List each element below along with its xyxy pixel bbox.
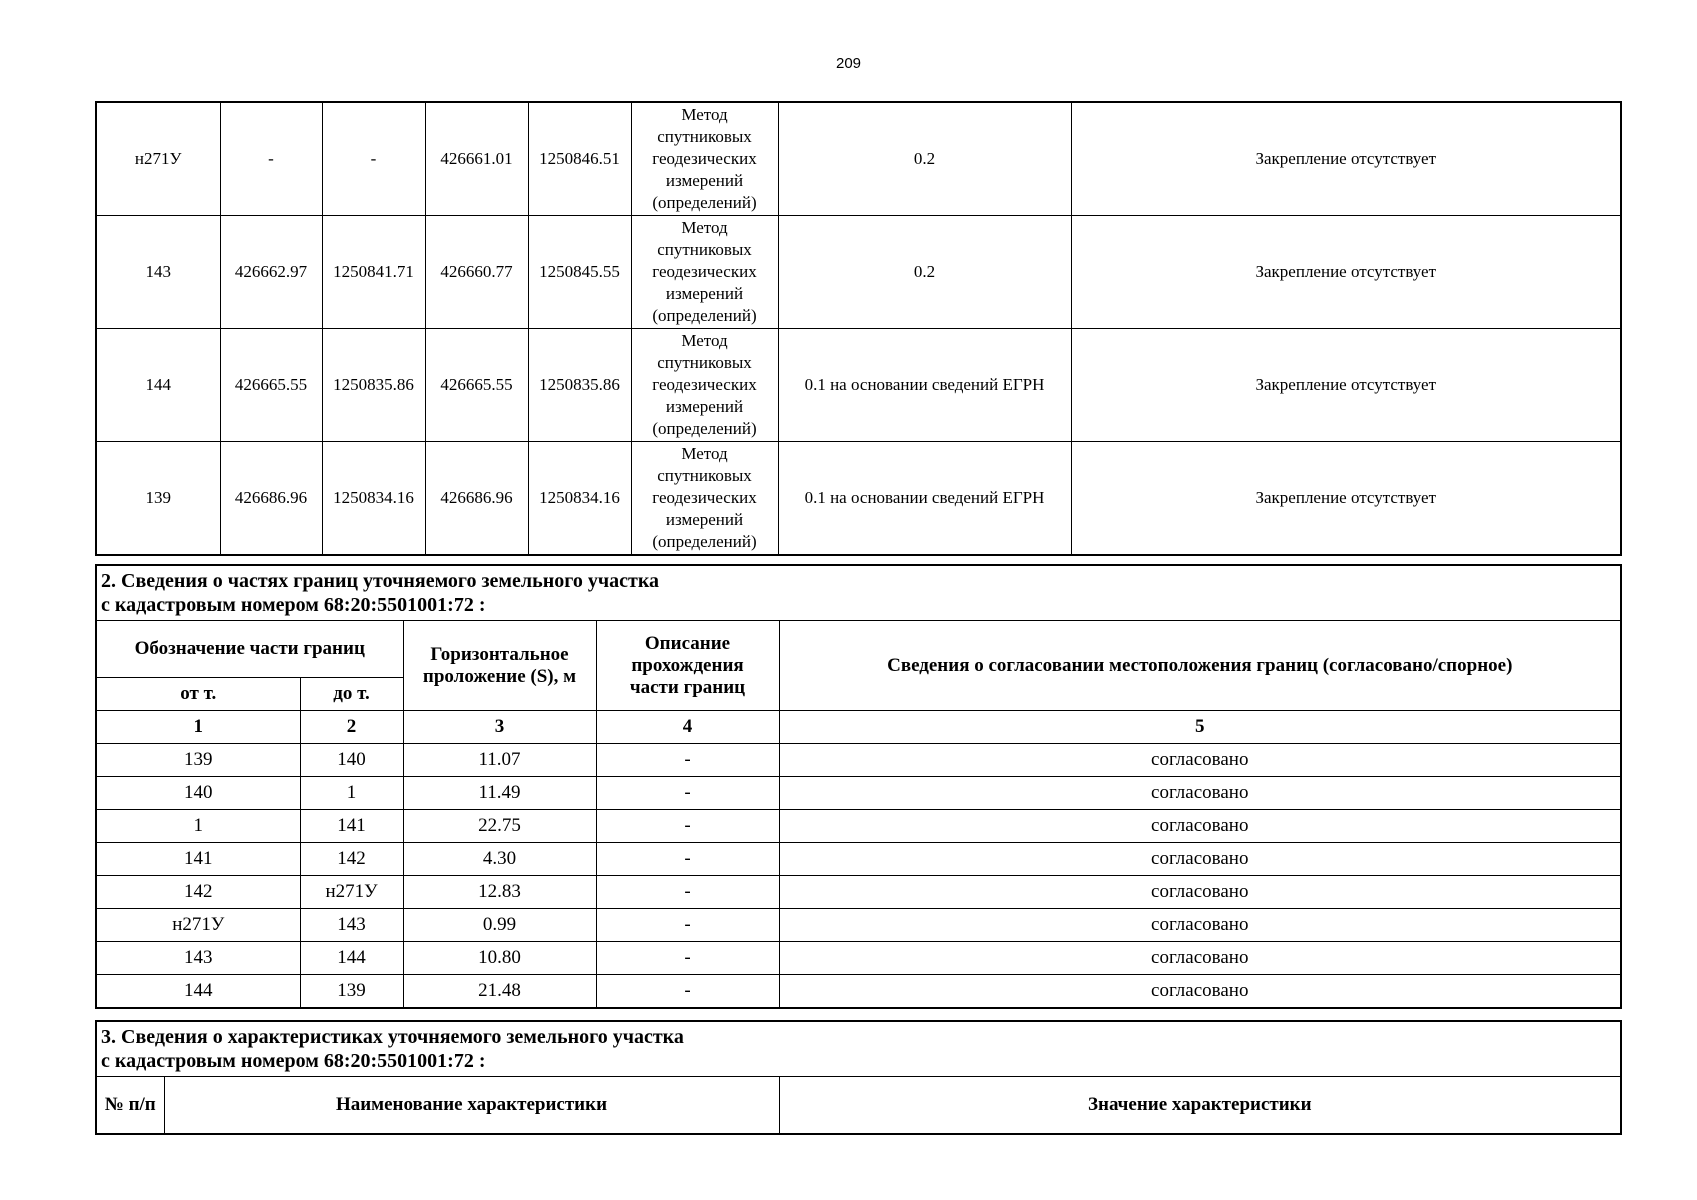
horizontal-distance-cell: 11.49 <box>403 777 596 810</box>
section2-title-line2: с кадастровым номером 68:20:5501001:72 : <box>101 594 486 616</box>
section3-title-line2: с кадастровым номером 68:20:5501001:72 : <box>101 1050 486 1072</box>
agreement-status-cell: согласовано <box>779 810 1621 843</box>
point-name-cell: 139 <box>96 442 220 556</box>
description-cell: - <box>596 876 779 909</box>
header-part-designation: Обозначение части границ <box>96 621 403 678</box>
x-new-cell: 426665.55 <box>425 329 528 442</box>
to-point-cell: н271У <box>300 876 403 909</box>
section2-title <box>96 565 1621 621</box>
boundary-row <box>96 843 1621 876</box>
x-old-cell: - <box>220 102 322 216</box>
boundary-parts-table <box>95 564 1622 1009</box>
header-horizontal: Горизонтальное проложение (S), м <box>403 621 596 711</box>
col-number-2: 2 <box>300 711 403 744</box>
point-name-cell: 144 <box>96 329 220 442</box>
agreement-status-cell: согласовано <box>779 909 1621 942</box>
horizontal-distance-cell: 11.07 <box>403 744 596 777</box>
points-row <box>96 442 1621 556</box>
x-old-cell: 426686.96 <box>220 442 322 556</box>
points-table <box>95 101 1622 556</box>
y-new-cell: 1250834.16 <box>528 442 631 556</box>
section3-title <box>96 1021 1621 1077</box>
y-new-cell: 1250846.51 <box>528 102 631 216</box>
header-description: Описание прохождения части границ <box>596 621 779 711</box>
y-old-cell: 1250834.16 <box>322 442 425 556</box>
fixing-cell: Закрепление отсутствует <box>1071 329 1621 442</box>
x-new-cell: 426686.96 <box>425 442 528 556</box>
agreement-status-cell: согласовано <box>779 876 1621 909</box>
description-cell: - <box>596 777 779 810</box>
header-num: № п/п <box>96 1077 164 1135</box>
header-agreement: Сведения о согласовании местоположения границ (согласовано/спорное) <box>779 621 1621 711</box>
y-old-cell: - <box>322 102 425 216</box>
x-new-cell: 426661.01 <box>425 102 528 216</box>
point-name-cell: 143 <box>96 216 220 329</box>
horizontal-distance-cell: 0.99 <box>403 909 596 942</box>
header-char-name: Наименование характеристики <box>164 1077 779 1135</box>
points-row <box>96 329 1621 442</box>
accuracy-cell: 0.2 <box>778 102 1071 216</box>
to-point-cell: 139 <box>300 975 403 1009</box>
x-old-cell: 426665.55 <box>220 329 322 442</box>
points-row <box>96 102 1621 216</box>
to-point-cell: 1 <box>300 777 403 810</box>
from-point-cell: 144 <box>96 975 300 1009</box>
to-point-cell: 142 <box>300 843 403 876</box>
from-point-cell: 141 <box>96 843 300 876</box>
agreement-status-cell: согласовано <box>779 744 1621 777</box>
agreement-status-cell: согласовано <box>779 975 1621 1009</box>
x-old-cell: 426662.97 <box>220 216 322 329</box>
col-number-3: 3 <box>403 711 596 744</box>
agreement-status-cell: согласовано <box>779 942 1621 975</box>
accuracy-cell: 0.1 на основании сведений ЕГРН <box>778 329 1071 442</box>
boundary-row <box>96 909 1621 942</box>
description-cell: - <box>596 975 779 1009</box>
y-old-cell: 1250835.86 <box>322 329 425 442</box>
col-number-4: 4 <box>596 711 779 744</box>
to-point-cell: 140 <box>300 744 403 777</box>
header-to: до т. <box>300 678 403 711</box>
point-name-cell: н271У <box>96 102 220 216</box>
y-old-cell: 1250841.71 <box>322 216 425 329</box>
col-number-1: 1 <box>96 711 300 744</box>
fixing-cell: Закрепление отсутствует <box>1071 216 1621 329</box>
description-cell: - <box>596 810 779 843</box>
horizontal-distance-cell: 4.30 <box>403 843 596 876</box>
agreement-status-cell: согласовано <box>779 843 1621 876</box>
boundary-row <box>96 876 1621 909</box>
horizontal-distance-cell: 10.80 <box>403 942 596 975</box>
accuracy-cell: 0.1 на основании сведений ЕГРН <box>778 442 1071 556</box>
points-row <box>96 216 1621 329</box>
method-cell: Метод спутниковых геодезических измерений (определений) <box>631 102 778 216</box>
from-point-cell: н271У <box>96 909 300 942</box>
boundary-row <box>96 975 1621 1009</box>
fixing-cell: Закрепление отсутствует <box>1071 102 1621 216</box>
section3-title-line1: 3. Сведения о характеристиках уточняемого земельного участка <box>101 1026 684 1048</box>
to-point-cell: 144 <box>300 942 403 975</box>
to-point-cell: 143 <box>300 909 403 942</box>
method-cell: Метод спутниковых геодезических измерений (определений) <box>631 442 778 556</box>
horizontal-distance-cell: 21.48 <box>403 975 596 1009</box>
characteristics-table <box>95 1020 1622 1135</box>
section2-title-line1: 2. Сведения о частях границ уточняемого земельного участка <box>101 570 660 592</box>
to-point-cell: 141 <box>300 810 403 843</box>
method-cell: Метод спутниковых геодезических измерений (определений) <box>631 216 778 329</box>
page-number: 209 <box>835 55 862 72</box>
description-cell: - <box>596 744 779 777</box>
description-cell: - <box>596 843 779 876</box>
from-point-cell: 139 <box>96 744 300 777</box>
header-char-value: Значение характеристики <box>779 1077 1621 1135</box>
boundary-row <box>96 942 1621 975</box>
method-cell: Метод спутниковых геодезических измерений (определений) <box>631 329 778 442</box>
from-point-cell: 1 <box>96 810 300 843</box>
y-new-cell: 1250835.86 <box>528 329 631 442</box>
y-new-cell: 1250845.55 <box>528 216 631 329</box>
from-point-cell: 143 <box>96 942 300 975</box>
description-cell: - <box>596 909 779 942</box>
from-point-cell: 142 <box>96 876 300 909</box>
x-new-cell: 426660.77 <box>425 216 528 329</box>
description-cell: - <box>596 942 779 975</box>
fixing-cell: Закрепление отсутствует <box>1071 442 1621 556</box>
horizontal-distance-cell: 22.75 <box>403 810 596 843</box>
header-from: от т. <box>96 678 300 711</box>
col-number-5: 5 <box>779 711 1621 744</box>
horizontal-distance-cell: 12.83 <box>403 876 596 909</box>
agreement-status-cell: согласовано <box>779 777 1621 810</box>
boundary-row <box>96 810 1621 843</box>
boundary-row <box>96 744 1621 777</box>
accuracy-cell: 0.2 <box>778 216 1071 329</box>
from-point-cell: 140 <box>96 777 300 810</box>
boundary-row <box>96 777 1621 810</box>
